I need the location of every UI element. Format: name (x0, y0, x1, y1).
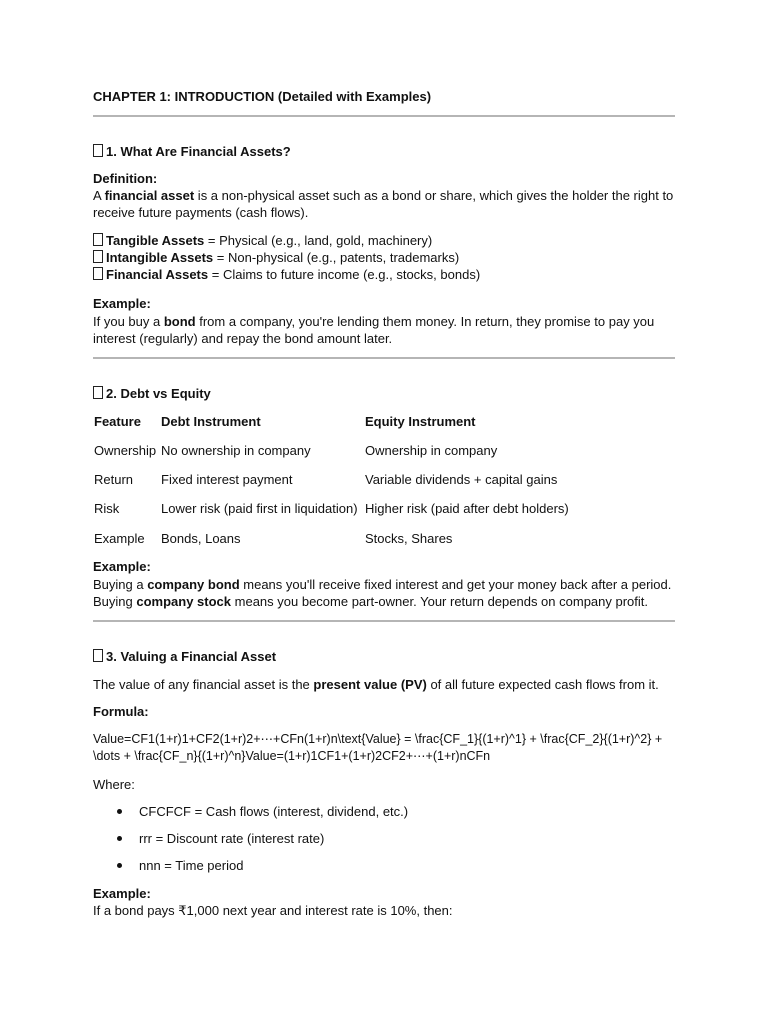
example-label: Example: (93, 886, 151, 901)
list-item: CFCFCF = Cash flows (interest, dividend, etc.) (139, 804, 409, 819)
definition-line-2: receive future payments (cash flows). (93, 205, 309, 220)
definition-post: is a non-physical asset such as a bond or share, which gives the holder the right to (194, 188, 674, 203)
example-pre: Buying a (93, 577, 148, 592)
section-1-heading (93, 143, 291, 160)
missing-glyph-icon (93, 386, 103, 399)
chapter-title: CHAPTER 1: INTRODUCTION (Detailed with Examples) (93, 89, 432, 104)
formula-line-1: Value=CF1(1+r)1+CF2(1+r)2+⋯+CFn(1+r)n\text{Value} = \frac{CF_1}{(1+r)^1} + \frac{CF_2}{(1+r)^2} + (93, 732, 663, 746)
asset-type-desc: = Non-physical (e.g., patents, trademarks) (213, 250, 460, 265)
intro-bold: present value (PV) (313, 677, 427, 692)
formula-label: Formula: (93, 704, 149, 719)
example-bold: company stock (136, 594, 232, 609)
example-post: means you'll receive fixed interest and get your money back after a period. (239, 577, 672, 592)
table-cell: Bonds, Loans (161, 531, 241, 546)
table-cell: Variable dividends + capital gains (365, 472, 558, 487)
section-3-heading (93, 648, 276, 665)
table-cell: Ownership (94, 443, 157, 458)
section-3-heading-text: 3. Valuing a Financial Asset (106, 649, 277, 664)
table-header-cell: Feature (94, 414, 141, 429)
asset-type-name: Intangible Assets (106, 250, 214, 265)
example-bold: bond (163, 314, 196, 329)
valuation-intro (93, 676, 659, 693)
example-post: from a company, you're lending them money. In return, they promise to pay you (195, 314, 655, 329)
example-pre: If you buy a (93, 314, 164, 329)
example-line-2 (93, 593, 648, 610)
section-1-heading-text: 1. What Are Financial Assets? (106, 144, 291, 159)
table-cell: Stocks, Shares (365, 531, 453, 546)
section-2-heading-text: 2. Debt vs Equity (106, 386, 211, 401)
missing-glyph-icon (93, 267, 103, 280)
asset-type-desc: = Physical (e.g., land, gold, machinery) (204, 233, 433, 248)
asset-type-name: Tangible Assets (106, 233, 205, 248)
horizontal-rule (93, 115, 675, 117)
example-post: means you become part-owner. Your return depends on company profit. (231, 594, 649, 609)
table-cell: Ownership in company (365, 443, 498, 458)
table-cell: Higher risk (paid after debt holders) (365, 501, 569, 516)
table-cell: Fixed interest payment (161, 472, 293, 487)
missing-glyph-icon (93, 649, 103, 662)
horizontal-rule (93, 357, 675, 359)
table-cell: Example (94, 531, 145, 546)
definition-line-1 (93, 187, 673, 204)
asset-type-tangible (93, 232, 432, 249)
where-label: Where: (93, 777, 135, 792)
example-line-1 (93, 313, 654, 330)
example-text: If a bond pays ₹1,000 next year and interest rate is 10%, then: (93, 903, 453, 918)
bullet-icon (117, 836, 122, 841)
example-line-1 (93, 576, 671, 593)
missing-glyph-icon (93, 250, 103, 263)
table-header-cell: Equity Instrument (365, 414, 476, 429)
table-header-cell: Debt Instrument (161, 414, 261, 429)
table-cell: No ownership in company (161, 443, 311, 458)
missing-glyph-icon (93, 233, 103, 246)
bullet-icon (117, 863, 122, 868)
example-line-2: interest (regularly) and repay the bond amount later. (93, 331, 393, 346)
table-cell: Return (94, 472, 134, 487)
example-label: Example: (93, 296, 151, 311)
definition-bold: financial asset (104, 188, 195, 203)
asset-type-name: Financial Assets (106, 267, 209, 282)
definition-pre: A (93, 188, 105, 203)
example-label: Example: (93, 559, 151, 574)
asset-type-financial (93, 266, 480, 283)
asset-type-intangible (93, 249, 459, 266)
bullet-icon (117, 809, 122, 814)
table-cell: Lower risk (paid first in liquidation) (161, 501, 358, 516)
table-cell: Risk (94, 501, 120, 516)
list-item: rrr = Discount rate (interest rate) (139, 831, 325, 846)
formula-line-2: \dots + \frac{CF_n}{(1+r)^n}Value=(1+r)1CF1+(1+r)2CF2+⋯+(1+r)nCFn (93, 749, 491, 763)
intro-post: of all future expected cash flows from it. (426, 677, 659, 692)
section-2-heading (93, 385, 211, 402)
missing-glyph-icon (93, 144, 103, 157)
example-pre: Buying (93, 594, 137, 609)
list-item: nnn = Time period (139, 858, 244, 873)
asset-type-desc: = Claims to future income (e.g., stocks, bonds) (208, 267, 481, 282)
definition-label: Definition: (93, 171, 158, 186)
example-bold: company bond (147, 577, 240, 592)
intro-pre: The value of any financial asset is the (93, 677, 314, 692)
horizontal-rule (93, 620, 675, 622)
